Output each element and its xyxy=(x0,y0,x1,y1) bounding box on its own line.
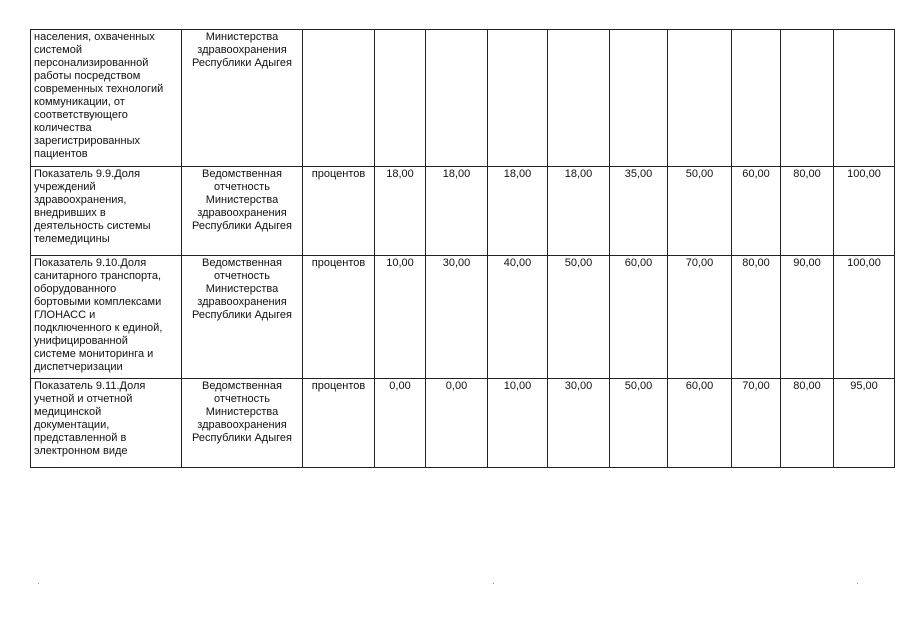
value-cell: 100,00 xyxy=(834,256,895,379)
indicators-table xyxy=(30,29,895,468)
document-page xyxy=(30,29,895,468)
value-cell: 10,00 xyxy=(375,256,426,379)
scan-speck xyxy=(38,583,39,584)
data-source-cell: Ведомственная отчетность Министерства здравоохранения Республики Адыгея xyxy=(182,167,303,256)
value-cell: 80,00 xyxy=(781,167,834,256)
data-source-cell: Ведомственная отчетность Министерства здравоохранения Республики Адыгея xyxy=(182,379,303,468)
table-row xyxy=(31,379,895,468)
value-cell: 60,00 xyxy=(610,256,668,379)
value-cell: 50,00 xyxy=(548,256,610,379)
value-cell xyxy=(488,30,548,167)
unit-cell: процентов xyxy=(303,256,375,379)
value-cell xyxy=(375,30,426,167)
table-row xyxy=(31,167,895,256)
value-cell xyxy=(548,30,610,167)
value-cell: 0,00 xyxy=(426,379,488,468)
value-cell: 18,00 xyxy=(548,167,610,256)
value-cell: 80,00 xyxy=(732,256,781,379)
value-cell: 18,00 xyxy=(426,167,488,256)
value-cell: 80,00 xyxy=(781,379,834,468)
value-cell xyxy=(732,30,781,167)
unit-cell: процентов xyxy=(303,167,375,256)
value-cell: 30,00 xyxy=(426,256,488,379)
table-row xyxy=(31,256,895,379)
indicator-name-cell: Показатель 9.11.Доля учетной и отчетной медицинской документации, представленной в электронном виде xyxy=(31,379,182,468)
data-source-cell: Министерства здравоохранения Республики Адыгея xyxy=(182,30,303,167)
value-cell xyxy=(834,30,895,167)
unit-cell xyxy=(303,30,375,167)
scan-speck xyxy=(493,583,494,584)
value-cell: 50,00 xyxy=(668,167,732,256)
value-cell: 70,00 xyxy=(732,379,781,468)
value-cell: 30,00 xyxy=(548,379,610,468)
value-cell: 0,00 xyxy=(375,379,426,468)
value-cell: 90,00 xyxy=(781,256,834,379)
value-cell: 18,00 xyxy=(488,167,548,256)
value-cell xyxy=(426,30,488,167)
value-cell: 50,00 xyxy=(610,379,668,468)
value-cell: 40,00 xyxy=(488,256,548,379)
value-cell: 10,00 xyxy=(488,379,548,468)
value-cell: 35,00 xyxy=(610,167,668,256)
value-cell: 100,00 xyxy=(834,167,895,256)
indicator-name-cell: населения, охваченных системой персонализированной работы посредством современных технологий коммуникации, от соответствующего количества зарегистрированных пациентов xyxy=(31,30,182,167)
value-cell: 95,00 xyxy=(834,379,895,468)
value-cell: 60,00 xyxy=(668,379,732,468)
scan-speck xyxy=(857,583,858,584)
value-cell xyxy=(610,30,668,167)
value-cell: 18,00 xyxy=(375,167,426,256)
data-source-cell: Ведомственная отчетность Министерства здравоохранения Республики Адыгея xyxy=(182,256,303,379)
value-cell: 60,00 xyxy=(732,167,781,256)
value-cell xyxy=(781,30,834,167)
value-cell xyxy=(668,30,732,167)
indicator-name-cell: Показатель 9.10.Доля санитарного транспорта, оборудованного бортовыми комплексами ГЛОНАСС и подключенного к единой, унифицированной системе мониторинга и диспетчеризации xyxy=(31,256,182,379)
value-cell: 70,00 xyxy=(668,256,732,379)
indicator-name-cell: Показатель 9.9.Доля учреждений здравоохранения, внедривших в деятельность системы телемедицины xyxy=(31,167,182,256)
unit-cell: процентов xyxy=(303,379,375,468)
table-row xyxy=(31,30,895,167)
